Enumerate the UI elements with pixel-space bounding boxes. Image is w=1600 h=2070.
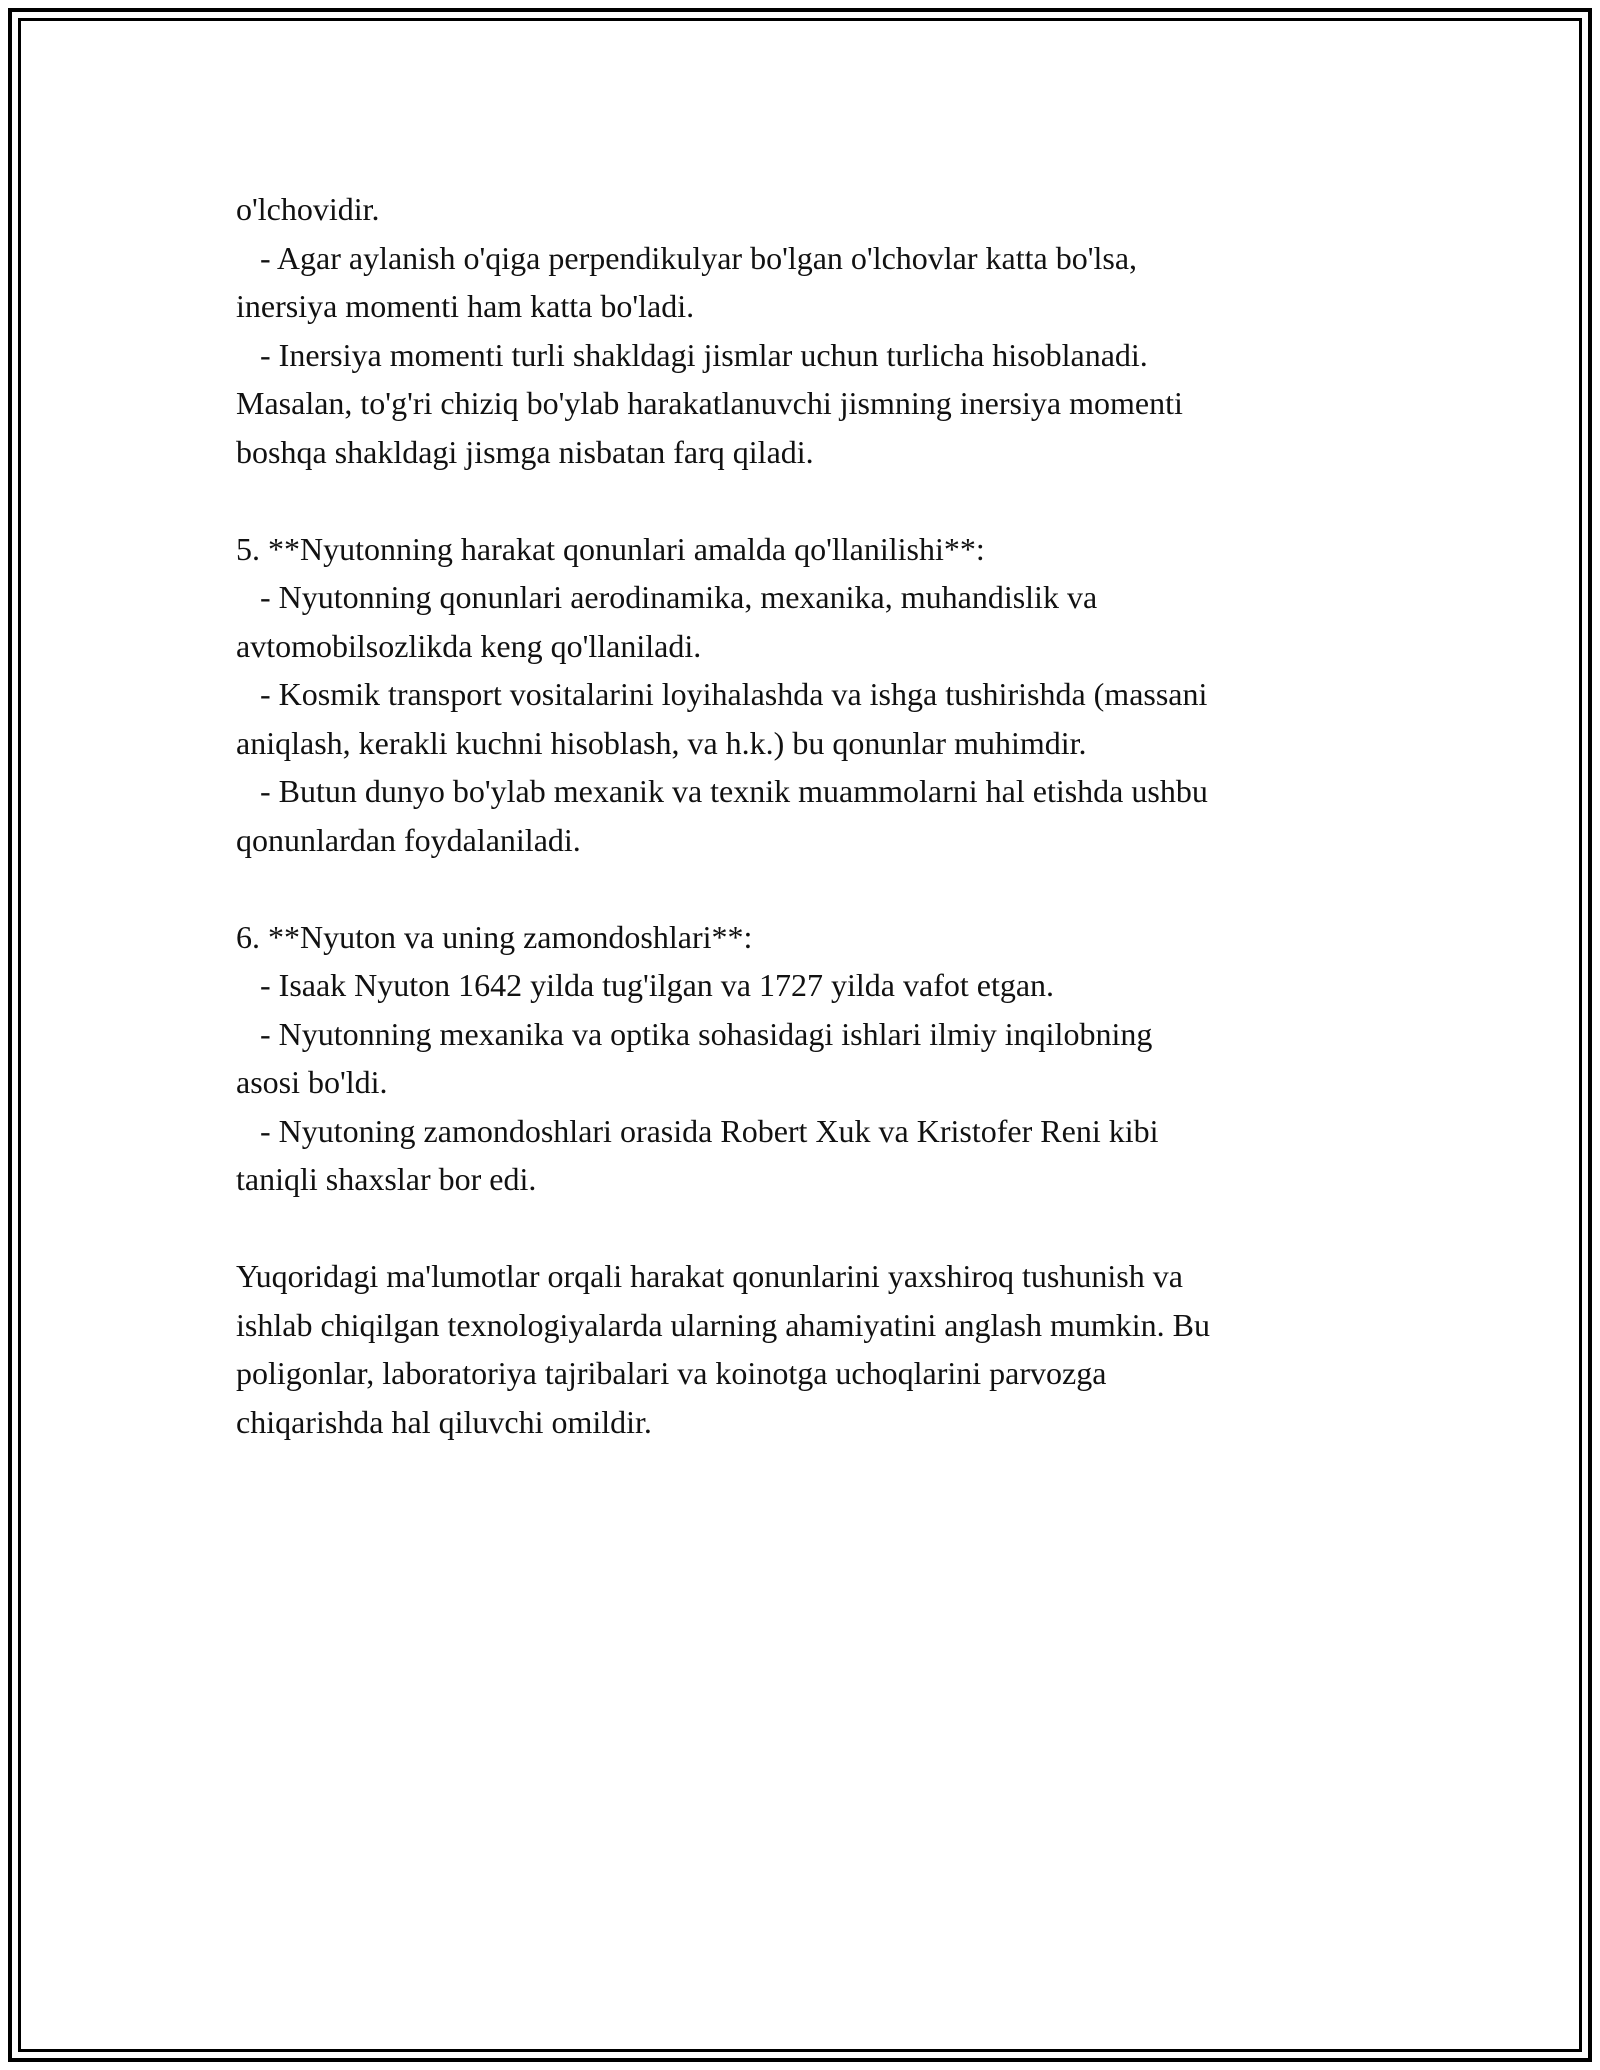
text-line: ishlab chiqilgan texnologiyalarda ularning ahamiyatini anglash mumkin. Bu: [236, 1306, 1211, 1343]
text-line: chiqarishda hal qiluvchi omildir.: [236, 1403, 652, 1440]
document-body: [236, 185, 1386, 1446]
text-line: - Nyutoning zamondoshlari orasida Robert Xuk va Kristofer Reni kibi: [236, 1112, 1159, 1149]
text-line: - Kosmik transport vositalarini loyihalashda va ishga tushirishda (massani: [236, 676, 1208, 712]
text-line: avtomobilsozlikda keng qo'llaniladi.: [236, 627, 702, 664]
text-line: aniqlash, kerakli kuchni hisoblash, va h.k.) bu qonunlar muhimdir.: [236, 724, 1087, 761]
text-line: Yuqoridagi ma'lumotlar orqali harakat qonunlarini yaxshiroq tushunish va: [236, 1258, 1183, 1294]
text-line: poligonlar, laboratoriya tajribalari va koinotga uchoqlarini parvozga: [236, 1355, 1107, 1391]
text-line: - Isaak Nyuton 1642 yilda tug'ilgan va 1727 yilda vafot etgan.: [236, 967, 1055, 1003]
paragraph-gap: [236, 476, 1386, 525]
text-line: - Nyutonning qonunlari aerodinamika, mexanika, muhandislik va: [236, 579, 1098, 615]
text-line: Masalan, to'g'ri chiziq bo'ylab harakatlanuvchi jismning inersiya momenti: [236, 385, 1183, 421]
text-line: taniqli shaxslar bor edi.: [236, 1161, 537, 1197]
text-line: boshqa shakldagi jismga nisbatan farq qiladi.: [236, 433, 814, 470]
text-line: qonunlardan foydalaniladi.: [236, 821, 581, 858]
text-line: - Butun dunyo bo'ylab mexanik va texnik muammolarni hal etishda ushbu: [236, 773, 1208, 809]
text-line: - Nyutonning mexanika va optika sohasidagi ishlari ilmiy inqilobning: [236, 1015, 1153, 1052]
text-line: - Inersiya momenti turli shakldagi jismlar uchun turlicha hisoblanadi.: [236, 336, 1148, 373]
paragraph-gap: [236, 1204, 1386, 1253]
section-heading: 5. **Nyutonning harakat qonunlari amalda qo'llanilishi**:: [236, 530, 985, 567]
text-line: o'lchovidir.: [236, 191, 380, 227]
text-line: inersiya momenti ham katta bo'ladi.: [236, 288, 695, 324]
paragraph-gap: [236, 864, 1386, 913]
text-line: asosi bo'ldi.: [236, 1064, 388, 1100]
text-line: - Agar aylanish o'qiga perpendikulyar bo'lgan o'lchovlar katta bo'lsa,: [236, 239, 1138, 276]
section-heading: 6. **Nyuton va uning zamondoshlari**:: [236, 918, 753, 955]
